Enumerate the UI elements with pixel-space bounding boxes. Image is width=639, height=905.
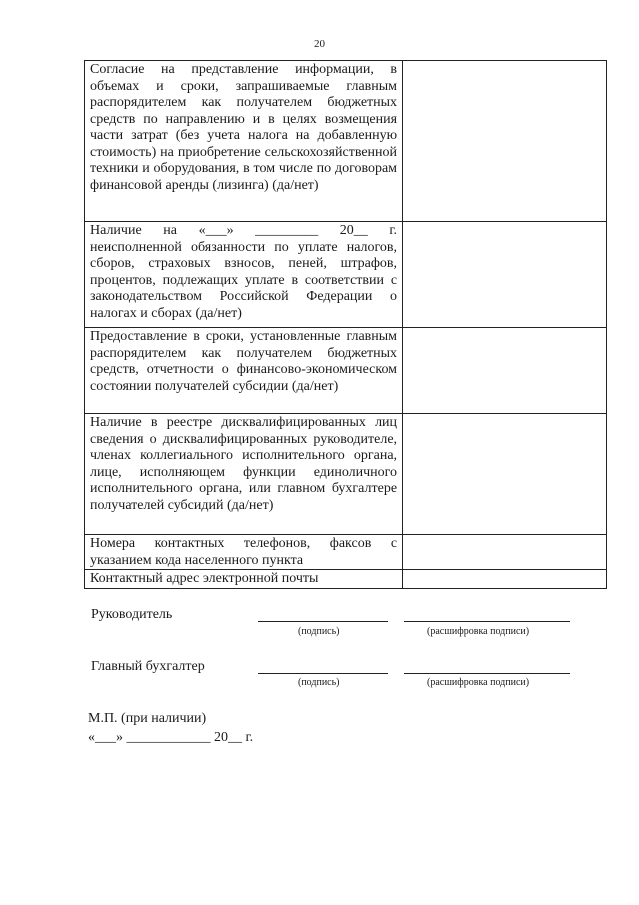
accountant-signature-line[interactable]: [258, 673, 388, 674]
head-signature-line[interactable]: [258, 621, 388, 622]
table-row: [85, 414, 607, 535]
stamp-label: М.П. (при наличии): [88, 711, 207, 726]
decode-hint: (расшифровка подписи): [427, 677, 530, 688]
table-row: [85, 61, 607, 222]
row-value[interactable]: [403, 414, 607, 535]
row-value[interactable]: [403, 570, 607, 589]
head-label: Руководитель: [91, 607, 173, 622]
signature-hint: (подпись): [298, 626, 340, 637]
head-decode-line[interactable]: [404, 621, 570, 622]
signature-hint: (подпись): [298, 677, 340, 688]
row-value[interactable]: [403, 61, 607, 222]
row-label: Предоставление в сроки, установленные главным распорядителем как получателем бюджетных средств, отчетности о финансово-экономическом состоянии получателей субсидии (да/нет): [85, 328, 403, 414]
accountant-decode-line[interactable]: [404, 673, 570, 674]
date-line: «___» ____________ 20__ г.: [88, 730, 254, 745]
table-row: [85, 535, 607, 570]
row-value[interactable]: [403, 328, 607, 414]
row-label: Номера контактных телефонов, факсов с указанием кода населенного пункта: [85, 535, 403, 570]
accountant-label: Главный бухгалтер: [91, 659, 205, 674]
decode-hint: (расшифровка подписи): [427, 626, 530, 637]
table-row: [85, 222, 607, 328]
row-label: Наличие в реестре дисквалифицированных лиц сведения о дисквалифицированных руководителе, членах коллегиального исполнительного органа, лице, исполняющем функции единоличного исполнительного органа, или главном бухгалтере получателей субсидий (да/нет): [85, 414, 403, 535]
table-row: [85, 328, 607, 414]
info-table: [84, 60, 607, 589]
row-label: Согласие на представление информации, в объемах и сроки, запрашиваемые главным распорядителем как получателем бюджетных средств по направлению и в целях возмещения части затрат (без учета налога на добавленную стоимость) на приобретение сельскохозяйственной техники и оборудования, в том числе по договорам финансовой аренды (лизинга) (да/нет): [85, 61, 403, 222]
row-value[interactable]: [403, 535, 607, 570]
row-label: Контактный адрес электронной почты: [85, 570, 403, 589]
page-number: 20: [314, 38, 325, 50]
row-label: Наличие на «___» _________ 20__ г. неисполненной обязанности по уплате налогов, сборов, страховых взносов, пеней, штрафов, процентов, подлежащих уплате в соответствии с законодательством Российской Федерации о налогах и сборах (да/нет): [85, 222, 403, 328]
table-row: [85, 570, 607, 589]
row-value[interactable]: [403, 222, 607, 328]
